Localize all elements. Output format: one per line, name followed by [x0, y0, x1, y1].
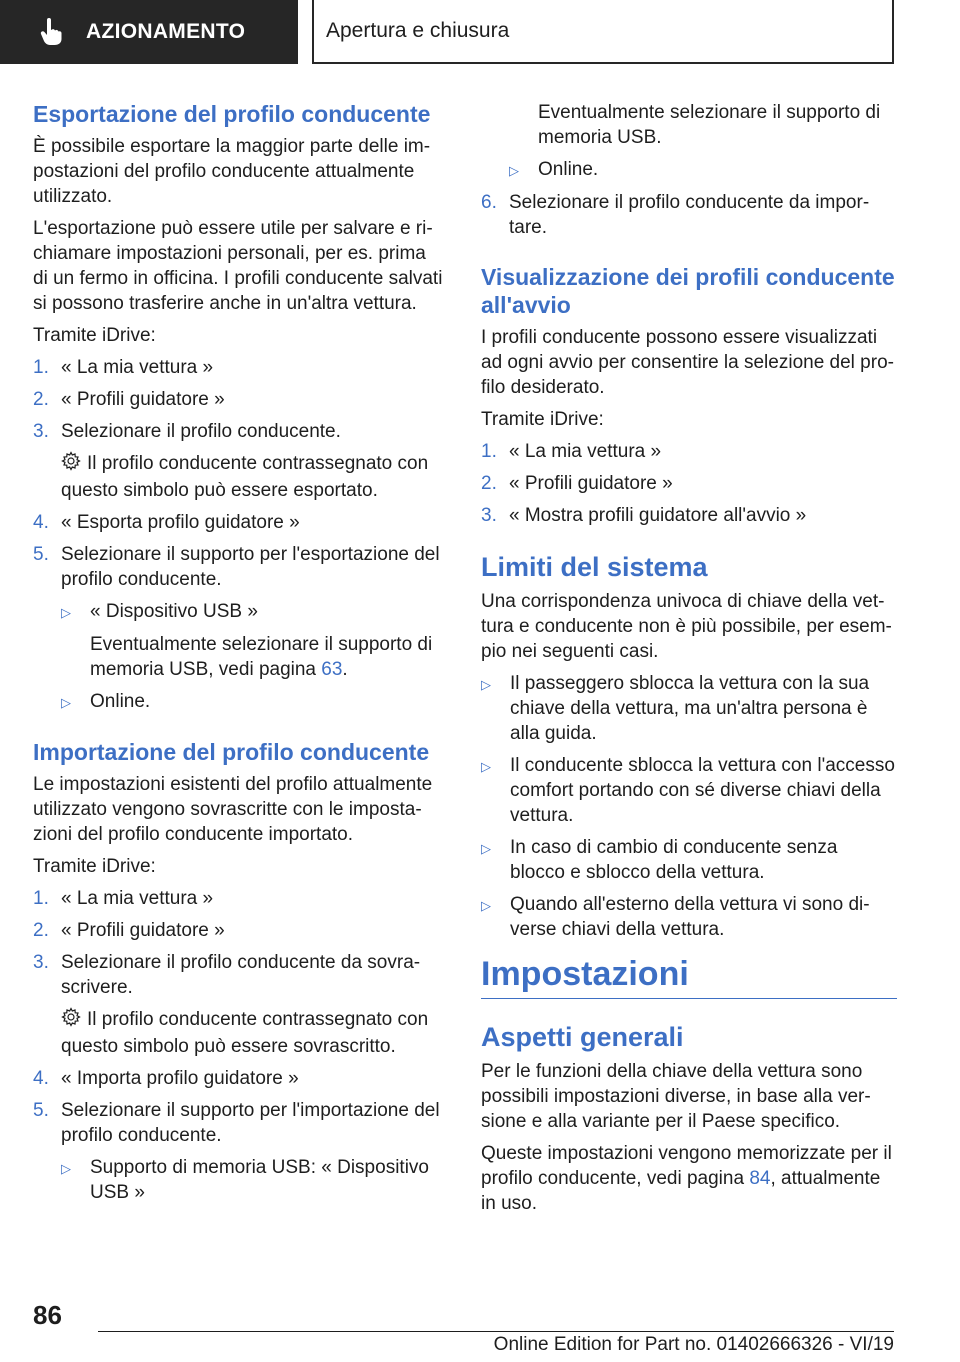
triangle-bullet-icon: ▷ [481, 841, 491, 856]
display-paragraph-1: I profili conducente possono essere visualizzati ad ogni avvio per consentire la selezione del profilo desiderato. [481, 327, 894, 398]
display-heading: Visualizzazione dei profili conducente all'avvio [481, 264, 895, 318]
limits-bullet-3: ▷ In caso di cambio di conducente senza blocco e sblocco della vettura. [481, 837, 838, 883]
right-column [481, 100, 897, 1223]
import-step-5: 5. Selezionare il supporto per l'importazione del profilo conducente. [33, 1100, 440, 1146]
export-step-3: 3. Selezionare il profilo conducente. [33, 421, 341, 442]
import-usb-note: Eventualmente selezionare il supporto di memoria USB. [538, 102, 881, 148]
import-paragraph-1: Le impostazioni esistenti del profilo attualmente utilizzato vengono sovrascritte con le impostazioni del profilo conducente importato. [33, 774, 433, 845]
section-tab [0, 0, 298, 64]
export-step-4: 4. « Esporta profilo guidatore » [33, 512, 300, 533]
import-step-2: 2. « Profili guidatore » [33, 920, 225, 941]
footer-divider [98, 1331, 894, 1332]
triangle-bullet-icon: ▷ [61, 695, 71, 710]
limits-heading: Limiti del sistema [481, 552, 708, 582]
triangle-bullet-icon: ▷ [481, 677, 491, 692]
import-step-1: 1. « La mia vettura » [33, 888, 214, 909]
limits-bullet-1: ▷ Il passeggero sblocca la vettura con la sua chiave della vettura, ma un'altra persona è alla guida. [481, 673, 870, 744]
export-note: Il profilo conducente contrassegnato con questo simbolo può essere esportato. [61, 453, 429, 501]
display-via: Tramite iDrive: [481, 409, 604, 430]
import-bullet-online: ▷ Online. [509, 157, 897, 183]
export-usb-note: Eventualmente selezionare il supporto di memoria USB, vedi pagina 63. [90, 634, 433, 680]
import-bullet-usb: ▷ Supporto di memoria USB: « Dispositivo USB » [61, 1157, 429, 1203]
chapter-label: Apertura e chiusura [326, 19, 510, 42]
triangle-bullet-icon: ▷ [61, 605, 71, 620]
export-step-5: 5. Selezionare il supporto per l'esportazione del profilo conducente. [33, 544, 440, 590]
left-column [33, 100, 443, 1212]
settings-paragraph-2: Queste impostazioni vengono memorizzate per il profilo conducente, vedi pagina 84, attualmente in uso. [481, 1143, 892, 1214]
hand-pointer-icon [40, 17, 66, 47]
triangle-bullet-icon: ▷ [61, 1161, 71, 1176]
display-step-3: 3. « Mostra profili guidatore all'avvio » [481, 505, 807, 526]
section-label: AZIONAMENTO [86, 20, 246, 43]
gear-icon [61, 1007, 81, 1034]
triangle-bullet-icon: ▷ [481, 759, 491, 774]
export-paragraph-2: L'esportazione può essere utile per salvare e richiamare impostazioni personali, per es. prima di un fermo in officina. I profili conducente salvati si possono trasferire anche in un'altra vettura. [33, 218, 443, 314]
chapter-tab [312, 0, 894, 64]
triangle-bullet-icon: ▷ [509, 163, 519, 178]
display-step-2: 2. « Profili guidatore » [481, 473, 673, 494]
import-step-3: 3. Selezionare il profilo conducente da sovrascrivere. [33, 952, 421, 998]
page-number: 86 [33, 1300, 62, 1330]
export-heading: Esportazione del profilo conducente [33, 101, 431, 127]
export-bullet-usb: ▷ « Dispositivo USB » [61, 599, 443, 625]
settings-paragraph-1: Per le funzioni della chiave della vettura sono possibili impostazioni diverse, in base alla versione e alla variante per il Paese specifico. [481, 1061, 871, 1132]
display-step-1: 1. « La mia vettura » [481, 441, 662, 462]
export-step-1: 1. « La mia vettura » [33, 357, 214, 378]
triangle-bullet-icon: ▷ [481, 898, 491, 913]
export-step-2: 2. « Profili guidatore » [33, 389, 225, 410]
settings-section-title: Impostazioni [481, 952, 897, 999]
import-via: Tramite iDrive: [33, 856, 156, 877]
export-via: Tramite iDrive: [33, 325, 156, 346]
limits-bullet-4: ▷ Quando all'esterno della vettura vi sono diverse chiavi della vettura. [481, 894, 870, 940]
page-header [0, 0, 960, 66]
footer-edition: Online Edition for Part no. 01402666326 - VI/19 [493, 1334, 894, 1355]
general-heading: Aspetti generali [481, 1022, 684, 1052]
limits-bullet-2: ▷ Il conducente sblocca la vettura con l'accesso comfort portando con sé diverse chiavi della vettura. [481, 755, 895, 826]
export-paragraph-1: È possibile esportare la maggior parte delle impostazioni del profilo conducente attualmente utilizzato. [33, 136, 431, 207]
limits-paragraph-1: Una corrispondenza univoca di chiave della vettura e conducente non è più possibile, per esempio nei seguenti casi. [481, 591, 892, 662]
page-link-84[interactable]: 84 [749, 1168, 771, 1189]
page-link-63[interactable]: 63 [321, 659, 343, 680]
export-bullet-online: ▷ Online. [61, 689, 443, 715]
import-note: Il profilo conducente contrassegnato con questo simbolo può essere sovrascritto. [61, 1009, 429, 1057]
import-step-6: 6. Selezionare il profilo conducente da importare. [481, 192, 870, 238]
gear-icon [61, 451, 81, 478]
import-heading: Importazione del profilo conducente [33, 739, 430, 765]
import-step-4: 4. « Importa profilo guidatore » [33, 1068, 299, 1089]
